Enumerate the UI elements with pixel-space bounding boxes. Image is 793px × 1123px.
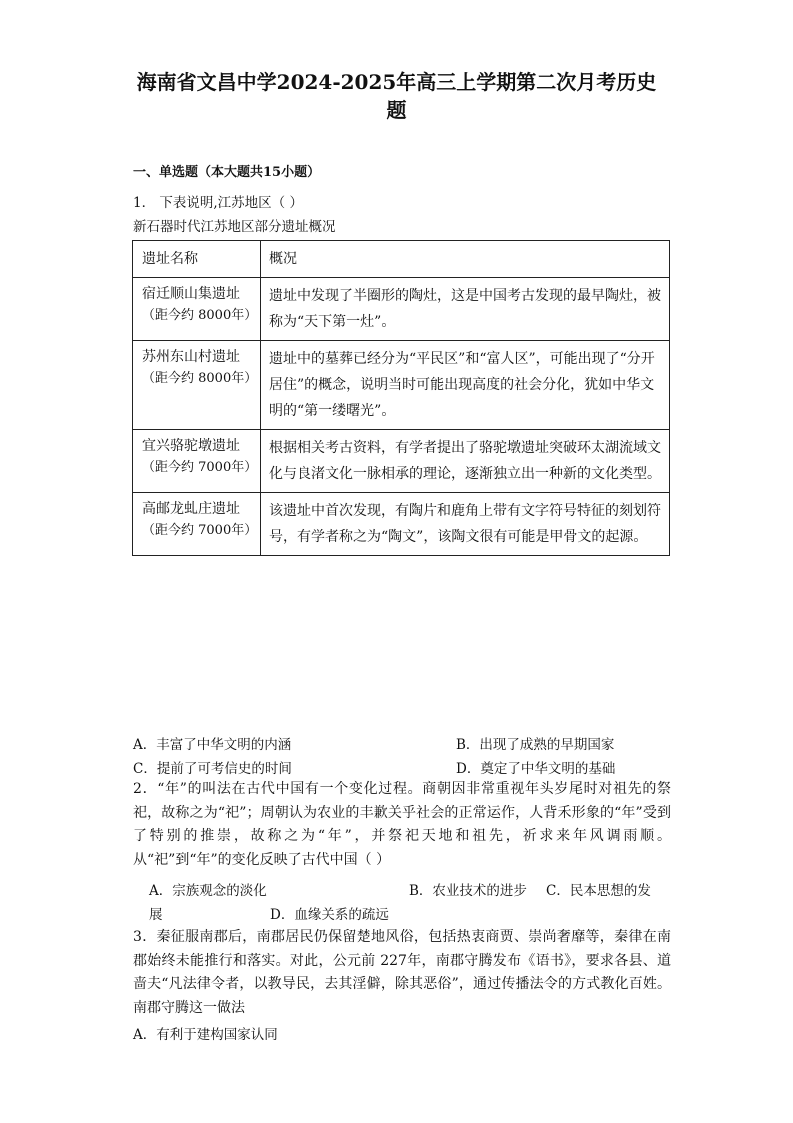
site-name: 宜兴骆驼墩遗址 xyxy=(142,438,240,454)
site-name-cell xyxy=(133,430,261,493)
site-age: （距今约 7000年） xyxy=(142,523,258,538)
table-row xyxy=(133,341,670,430)
section-heading: 一、单选题（本大题共15小题） xyxy=(133,165,321,180)
q3-option-a: A．有利于建构国家认同 xyxy=(133,1027,278,1043)
question-2-stem: 2．“年”的叫法在古代中国有一个变化过程。商朝因非常重视年头岁尾时对祖先的祭祀，故称之为“祀”；周朝认为农业的丰歉关乎社会的正常运作，人背禾形象的“年”受到了特别的推崇，故称之为“年”，并祭祀天地和祖先，祈求来年风调雨顺。从“祀”到“年”的变化反映了古代中国（ ） xyxy=(133,781,671,868)
question-3-stem: 3．秦征服南郡后，南郡居民仍保留楚地风俗，包括热衷商贾、崇尚奢靡等，秦律在南郡始终未能推行和落实。对此，公元前 227年，南郡守腾发布《语书》，要求各县、道啬夫“凡法律令者，以教导民，去其淫僻，除其恶俗”，通过传播法令的方式教化百姓。南郡守腾这一做法 xyxy=(133,929,671,1016)
site-description: 该遗址中首次发现，有陶片和鹿角上带有文字符号特征的刻划符号，有学者称之为“陶文”，该陶文很有可能是甲骨文的起源。 xyxy=(261,493,670,556)
q1-option-c: C．提前了可考信史的时间 xyxy=(133,761,292,777)
site-description: 根据相关考古资料，有学者提出了骆驼墩遗址突破环太湖流域文化与良渚文化一脉相承的理论，逐渐独立出一种新的文化类型。 xyxy=(261,430,670,493)
site-name-cell xyxy=(133,341,261,430)
title-line-2: 题 xyxy=(386,98,407,122)
site-age: （距今约 8000年） xyxy=(142,308,258,323)
table-row xyxy=(133,493,670,556)
q2-option-d: D．血缘关系的疏远 xyxy=(270,907,389,923)
sites-table xyxy=(132,240,670,556)
q2-option-a: A．宗族观念的淡化 xyxy=(149,883,267,899)
q1-option-b: B．出现了成熟的早期国家 xyxy=(456,737,615,753)
header-overview: 概况 xyxy=(261,241,670,278)
site-name: 高邮龙虬庄遗址 xyxy=(142,501,240,517)
header-site-name: 遗址名称 xyxy=(133,241,261,278)
table-header-row xyxy=(133,241,670,278)
site-name-cell xyxy=(133,278,261,341)
site-description: 遗址中发现了半圈形的陶灶，这是中国考古发现的最早陶灶，被称为“天下第一灶”。 xyxy=(261,278,670,341)
title-line-1: 海南省文昌中学2024-2025年高三上学期第二次月考历史 xyxy=(136,70,657,94)
table-row xyxy=(133,430,670,493)
table-caption: 新石器时代江苏地区部分遗址概况 xyxy=(133,219,336,235)
site-age: （距今约 8000年） xyxy=(142,371,258,386)
q2-option-b: B．农业技术的进步 xyxy=(409,883,527,899)
question-1-stem: 1． 下表说明,江苏地区（ ） xyxy=(133,195,303,211)
q1-option-a: A．丰富了中华文明的内涵 xyxy=(133,737,292,753)
document-title xyxy=(120,68,673,124)
site-description: 遗址中的墓葬已经分为“平民区”和“富人区”，可能出现了“分开居住”的概念，说明当时可能出现高度的社会分化，犹如中华文明的“第一缕曙光”。 xyxy=(261,341,670,430)
site-age: （距今约 7000年） xyxy=(142,460,258,475)
site-name-cell xyxy=(133,493,261,556)
site-name: 苏州东山村遗址 xyxy=(142,349,240,365)
q1-option-d: D．奠定了中华文明的基础 xyxy=(456,761,616,777)
q2-option-c: C．民本思想的发 xyxy=(546,883,651,899)
site-name: 宿迁顺山集遗址 xyxy=(142,286,240,302)
table-row xyxy=(133,278,670,341)
q2-option-c-continued: 展 xyxy=(149,907,163,923)
